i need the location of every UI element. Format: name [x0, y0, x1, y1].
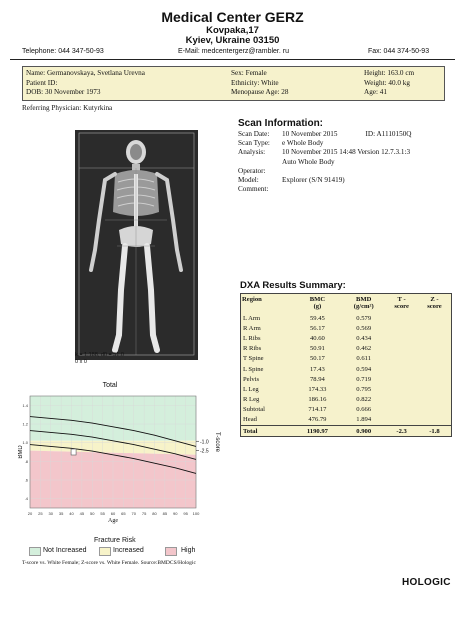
bmd-age-chart: [18, 388, 232, 538]
dxa-cell: [418, 333, 452, 343]
dxa-cell: R Leg: [243, 396, 260, 404]
legend-label-not-increased: Not Increased: [43, 547, 87, 554]
dxa-cell: Total: [241, 426, 293, 437]
scan-info-row: [238, 176, 411, 185]
x-tick-label: 60: [110, 511, 116, 516]
dxa-total-row: [241, 426, 452, 437]
dxa-cell: [418, 313, 452, 323]
scan-info-key: Scan Date:: [238, 130, 270, 138]
scan-info-value: e Whole Body: [282, 139, 324, 148]
dxa-row: [241, 364, 452, 374]
dxa-cell: [418, 323, 452, 333]
legend-swatch-increased: [99, 547, 111, 556]
scan-info-key: Analysis:: [238, 148, 266, 157]
dxa-cell: [418, 364, 452, 374]
x-tick-label: 95: [183, 511, 188, 516]
x-tick-label: 35: [58, 511, 64, 516]
address-line-2: Kyiev, Ukraine 03150: [185, 35, 280, 46]
image-caption-line-1: k = 1.188, d0 = 51.0: [75, 352, 124, 358]
x-tick-label: 85: [162, 511, 168, 516]
chart-title: Total: [102, 382, 118, 389]
dxa-cell: [385, 374, 418, 384]
dxa-cell: 1190.97: [293, 426, 342, 437]
scan-info-key: Comment:: [238, 185, 269, 194]
dxa-cell: 0.579: [356, 314, 372, 322]
t-score-tick-label: -1.0: [200, 439, 209, 446]
dxa-cell: [418, 374, 452, 384]
x-tick-label: 45: [79, 511, 85, 516]
scan-info-value: Explorer (S/N 91419): [282, 176, 345, 185]
legend-label-high: High: [181, 547, 196, 554]
dxa-cell: 56.17: [309, 324, 325, 332]
x-tick-label: 65: [121, 511, 126, 516]
dxa-row: [241, 333, 452, 343]
scan-info-row: [238, 148, 411, 157]
dxa-cell: [418, 354, 452, 364]
scan-info-row: [238, 130, 411, 139]
y-tick-label: 1.2: [22, 421, 28, 427]
dxa-cell: 0.569: [356, 324, 372, 332]
dxa-cell: [385, 364, 418, 374]
dxa-cell: [385, 354, 418, 364]
dxa-cell: T Spine: [243, 355, 264, 363]
dxa-cell: -2.3: [385, 426, 418, 437]
y2-axis-label: T-score: [214, 431, 220, 453]
x-tick-label: 75: [141, 511, 147, 516]
dxa-cell: Head: [243, 416, 257, 424]
address-line-1: Kovpaka,17: [206, 25, 259, 36]
scan-info-row: [238, 139, 411, 148]
x-tick-label: 40: [69, 511, 74, 516]
dxa-cell: L Arm: [243, 314, 261, 322]
dxa-header-cell: BMC (g): [309, 296, 326, 310]
dxa-cell: [418, 344, 452, 354]
patient-sex: Sex: Female: [231, 69, 267, 77]
dxa-cell: 476.79: [308, 416, 327, 424]
scan-info-key: Scan Type:: [238, 139, 270, 148]
scan-info-value: 10 November 2015: [282, 130, 338, 138]
y-tick-label: .8: [24, 458, 28, 464]
scan-info-key: Model:: [238, 176, 259, 185]
dxa-cell: 0.462: [356, 345, 372, 353]
x-tick-label: 90: [173, 511, 178, 516]
dxa-cell: [418, 405, 452, 415]
telephone: Telephone: 044 347-50-93: [22, 48, 104, 55]
x-tick-label: 50: [90, 511, 95, 516]
dxa-cell: 50.17: [309, 355, 325, 363]
x-tick-label: 55: [100, 511, 105, 516]
dxa-cell: [418, 415, 452, 426]
x-tick-label: 80: [152, 511, 157, 516]
dxa-cell: 0.900: [342, 426, 385, 437]
scan-information-list: [238, 130, 411, 194]
scan-info-row: [238, 185, 411, 194]
dxa-cell: 17.43: [309, 365, 325, 373]
patient-menopause-age: Menopause Age: 28: [231, 88, 289, 96]
dxa-cell: 186.16: [308, 396, 327, 404]
fracture-risk-legend-title: Fracture Risk: [94, 537, 136, 544]
dxa-cell: [418, 384, 452, 394]
patient-weight: Weight: 40.0 kg: [364, 78, 410, 87]
patient-dob: DOB: 30 November 1973: [26, 88, 101, 96]
referring-physician: Referring Physician: Kutyrkina: [22, 104, 113, 112]
patient-name: Name: Germanovskaya, Svetlana Urevna: [26, 69, 145, 77]
hologic-logo: HOLOGIC: [402, 577, 451, 588]
dxa-cell: [385, 395, 418, 405]
patient-marker: [71, 449, 76, 455]
dxa-cell: 78.94: [309, 375, 325, 383]
dxa-cell: [385, 384, 418, 394]
dxa-cell: [385, 313, 418, 323]
y-tick-label: .4: [24, 496, 28, 502]
dxa-results-title: DXA Results Summary:: [240, 280, 346, 291]
fax: Fax: 044 374-50-93: [368, 48, 430, 55]
dxa-cell: 714.17: [308, 406, 327, 414]
x-tick-label: 70: [131, 511, 136, 516]
dxa-header-cell: BMD (g/cm²): [353, 296, 374, 310]
dxa-cell: 1.894: [356, 416, 372, 424]
legend-swatch-not-increased: [29, 547, 41, 556]
dxa-row: [241, 374, 452, 384]
y-tick-label: 1.0: [22, 440, 28, 446]
scan-info-row: [238, 167, 411, 176]
x-tick-label: 25: [38, 511, 43, 516]
dxa-cell: 0.795: [356, 385, 372, 393]
dxa-cell: 0.594: [356, 365, 372, 373]
skeleton-figure: [75, 130, 198, 360]
legend-swatch-high: [165, 547, 177, 556]
dxa-cell: 0.666: [356, 406, 372, 414]
dxa-row: [241, 395, 452, 405]
patient-height: Height: 163.0 cm: [364, 69, 415, 77]
dxa-row: [241, 405, 452, 415]
center-name: Medical Center GERZ: [161, 9, 304, 25]
dxa-header-row: [241, 294, 452, 314]
dxa-row: [241, 344, 452, 354]
x-tick-label: 20: [27, 511, 33, 516]
dxa-header-cell: Z - score: [427, 296, 442, 310]
scan-info-value: 10 November 2015 14:48 Version 12.7.3.1:3: [282, 148, 411, 157]
dxa-cell: R Arm: [243, 324, 261, 332]
x-axis-label: Age: [108, 518, 118, 524]
x-tick-label: 100: [192, 511, 200, 516]
dxa-cell: [385, 415, 418, 426]
dxa-cell: [385, 333, 418, 343]
patient-age: Age: 41: [364, 88, 387, 96]
dxa-cell: Subtotal: [243, 406, 265, 414]
footer-reference-note: T-score vs. White Female; Z-score vs. White Female. Source:BMDCS/Hologic: [22, 560, 196, 566]
dxa-row: [241, 323, 452, 333]
legend-label-increased: Increased: [113, 547, 144, 554]
image-caption-line-2: 0 x 0: [75, 359, 87, 365]
dxa-cell: [385, 344, 418, 354]
t-score-tick-label: -2.5: [200, 448, 209, 455]
dxa-cell: -1.8: [418, 426, 452, 437]
dxa-cell: [385, 323, 418, 333]
x-tick-label: 30: [48, 511, 53, 516]
patient-id: Patient ID:: [26, 78, 58, 87]
dxa-row: [241, 354, 452, 364]
dxa-cell: 174.33: [308, 385, 327, 393]
dxa-results-table: [240, 293, 452, 437]
dxa-cell: [418, 395, 452, 405]
y-tick-label: .6: [24, 477, 28, 483]
dxa-cell: 40.60: [309, 334, 325, 342]
dxa-header-cell: Region: [242, 296, 262, 303]
dxa-cell: L Ribs: [243, 334, 261, 342]
y-axis-label: BMD: [18, 445, 24, 459]
dxa-row: [241, 313, 452, 323]
scan-info-row: [238, 158, 411, 167]
dxa-whole-body-scan-image: [75, 130, 198, 360]
image-caption: [75, 352, 124, 366]
dxa-cell: Pelvis: [243, 375, 260, 383]
header-rule: [10, 59, 455, 60]
dxa-cell: R Ribs: [243, 345, 262, 353]
scan-information-title: Scan Information:: [238, 118, 324, 129]
dxa-cell: L Spine: [243, 365, 264, 373]
email: E-Mail: medcentergerz@rambler. ru: [178, 48, 289, 55]
dxa-header-cell: T - score: [394, 296, 409, 310]
dxa-cell: L Leg: [243, 385, 259, 393]
patient-ethnicity: Ethnicity: White: [231, 78, 279, 87]
y-tick-label: 1.4: [22, 402, 28, 408]
dxa-cell: [385, 405, 418, 415]
dxa-cell: 0.611: [356, 355, 372, 363]
dxa-row: [241, 415, 452, 426]
dxa-cell: 0.434: [356, 334, 372, 342]
scan-info-key: Operator:: [238, 166, 266, 175]
dxa-row: [241, 384, 452, 394]
scan-info-key: [238, 158, 282, 167]
scan-id: ID: A1110150Q: [365, 130, 412, 138]
dxa-cell: 59.45: [309, 314, 325, 322]
dxa-cell: 0.822: [356, 396, 372, 404]
scan-info-value: Auto Whole Body: [282, 157, 335, 166]
dxa-cell: 50.91: [309, 345, 325, 353]
patient-info-box: [22, 66, 445, 101]
dxa-cell: 0.719: [356, 375, 372, 383]
